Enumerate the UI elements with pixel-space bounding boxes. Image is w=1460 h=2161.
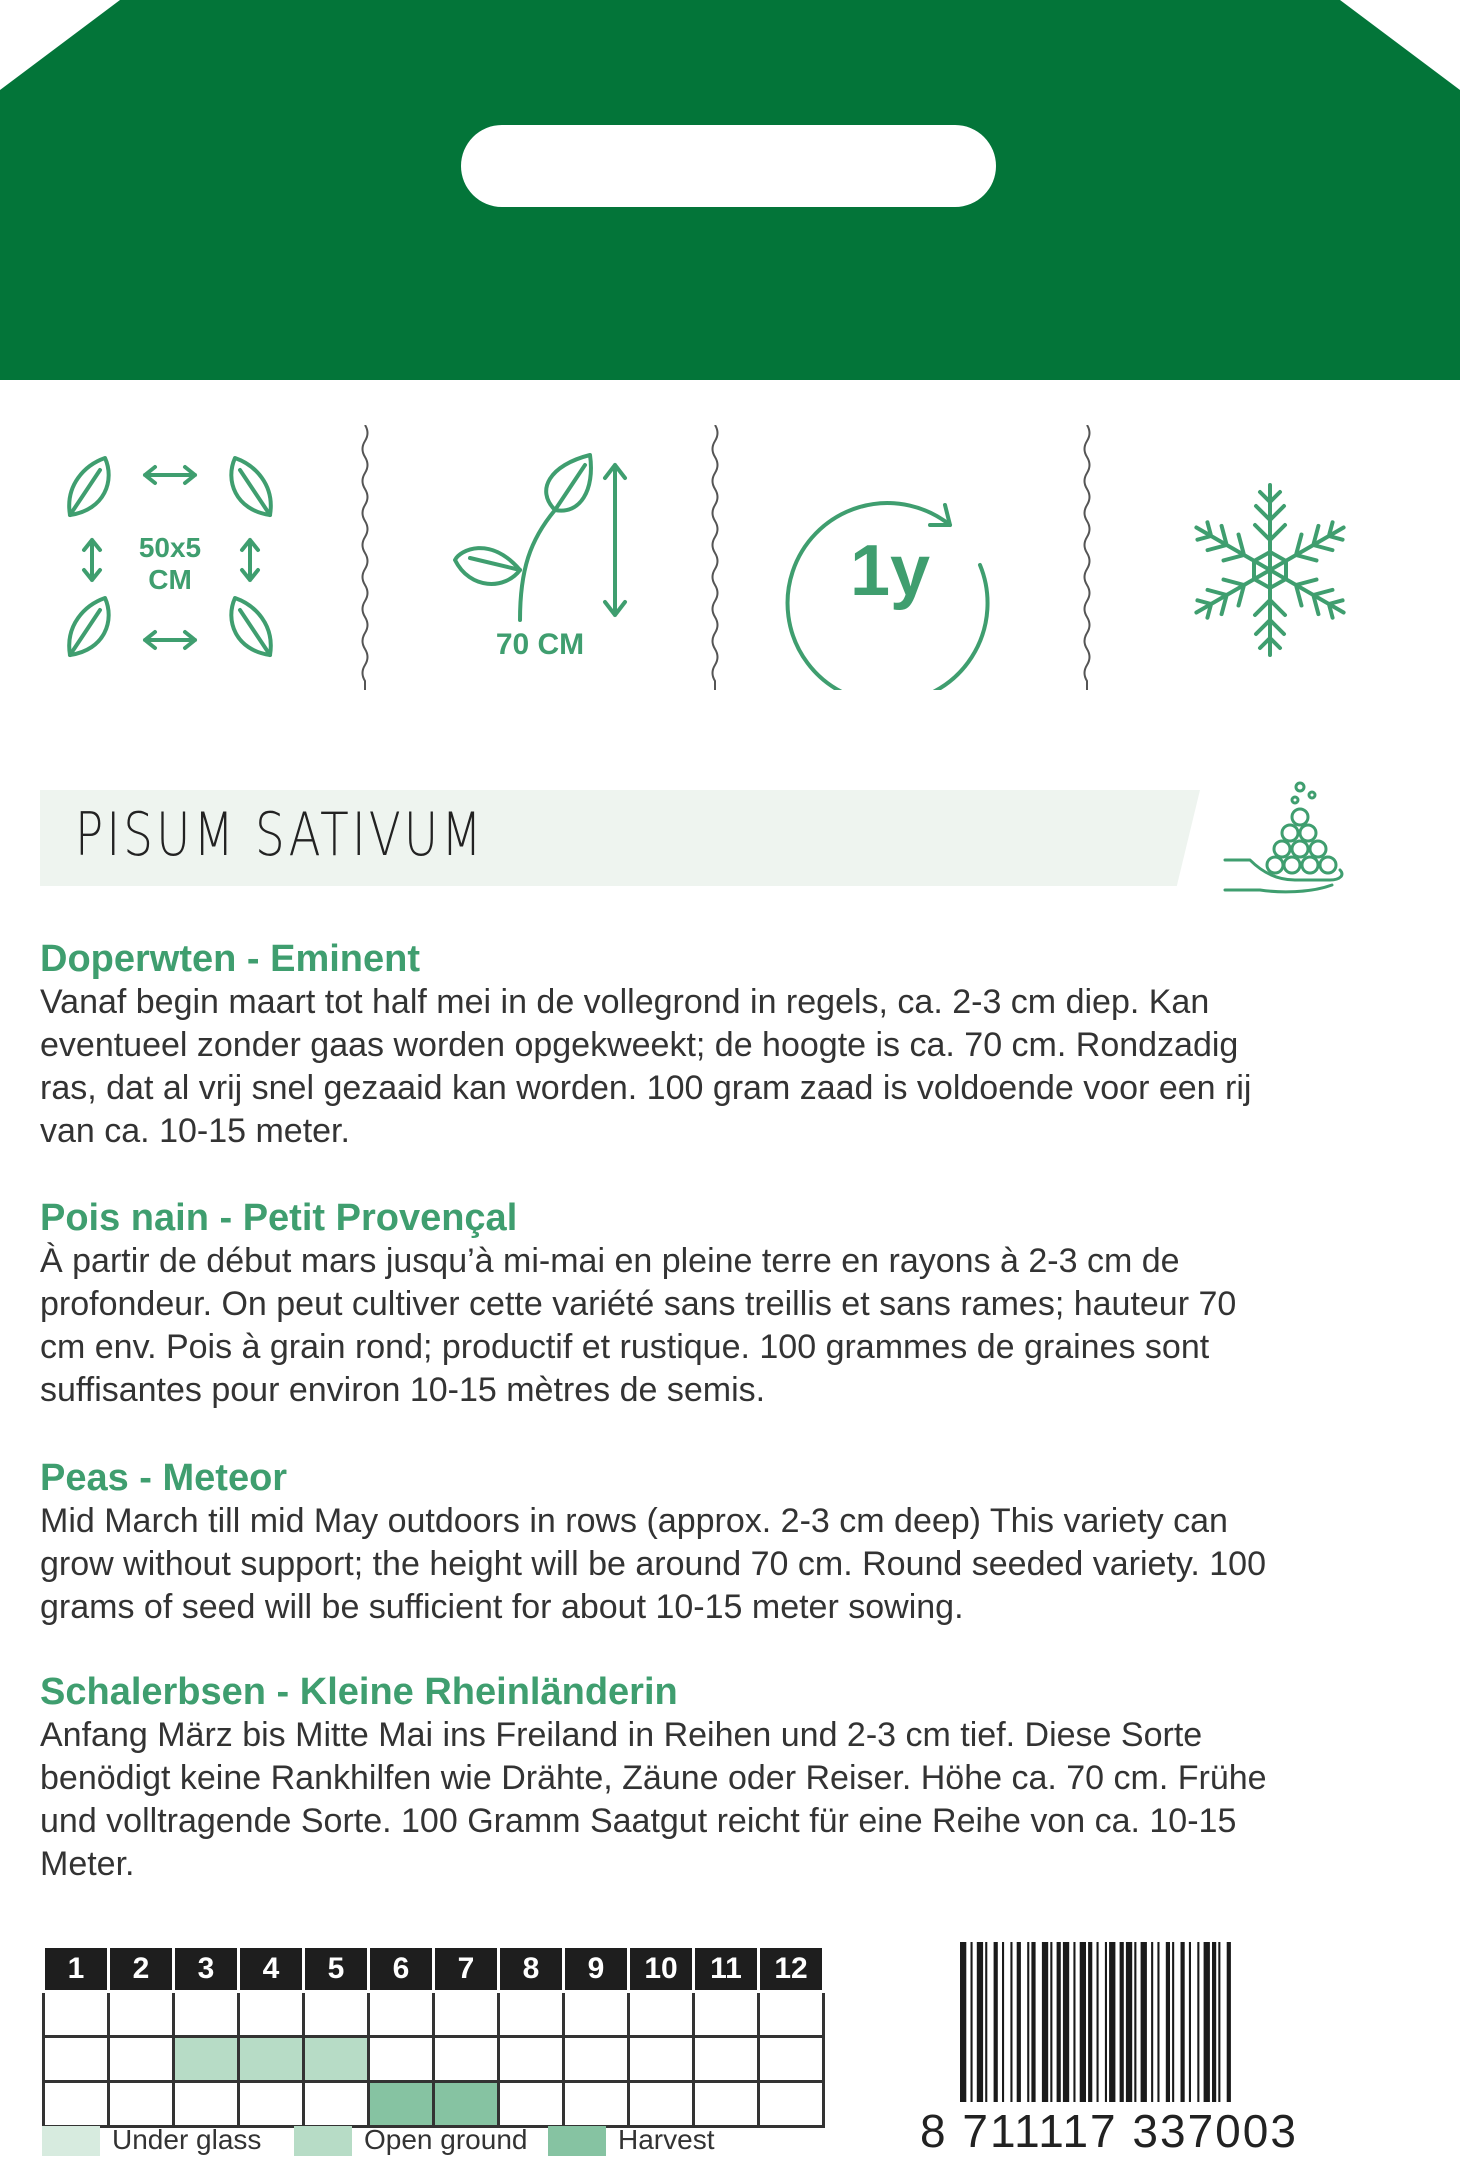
calendar-cell	[434, 2037, 499, 2082]
barcode-bar	[1057, 1942, 1061, 2102]
divider	[708, 425, 722, 690]
legend-label: Open ground	[364, 2124, 528, 2155]
barcode-bar	[1204, 1942, 1210, 2102]
barcode-bar	[1134, 1942, 1136, 2102]
calendar-cell	[304, 2082, 369, 2127]
barcode-bar	[1097, 1942, 1099, 2102]
legend-swatch	[42, 2126, 100, 2156]
calendar-cell	[499, 2082, 564, 2127]
barcode-bar	[1073, 1942, 1075, 2102]
cycle-label: 1y	[849, 531, 931, 611]
section-line: Vanaf begin maart tot half mei in de vollegrond in regels, ca. 2-3 cm diep. Kan	[40, 983, 1210, 1021]
divider	[358, 425, 372, 690]
section-title: Doperwten - Eminent	[40, 938, 421, 980]
month-header: 4	[239, 1947, 304, 1992]
calendar-cell	[304, 1992, 369, 2037]
barcode-bar	[1063, 1942, 1069, 2102]
calendar-cell	[109, 1992, 174, 2037]
section-line: suffisantes pour environ 10-15 mètres de semis.	[40, 1371, 766, 1409]
barcode-bar	[994, 1942, 998, 2102]
month-header: 12	[759, 1947, 824, 1992]
calendar-cell	[629, 1992, 694, 2037]
calendar-cell	[759, 2037, 824, 2082]
calendar-cell	[369, 2037, 434, 2082]
legend-swatch	[548, 2126, 606, 2156]
section-line: Meter.	[40, 1845, 135, 1883]
barcode-bar	[1002, 1942, 1004, 2102]
section-french	[40, 1196, 1420, 1412]
calendar-cell	[564, 2037, 629, 2082]
calendar-row-under-glass	[44, 1992, 824, 2037]
barcode-bar	[1218, 1942, 1220, 2102]
barcode-bar	[1050, 1942, 1052, 2102]
calendar-cell	[434, 2082, 499, 2127]
plant-height-icon	[440, 450, 640, 670]
legend-label: Under glass	[112, 2124, 262, 2155]
barcode-bar	[1166, 1942, 1170, 2102]
calendar-cell	[564, 2082, 629, 2127]
section-german	[40, 1670, 1420, 1886]
month-header: 10	[629, 1947, 694, 1992]
barcode-bar	[977, 1942, 983, 2102]
calendar-cell	[759, 1992, 824, 2037]
section-dutch	[40, 937, 1420, 1153]
barcode-bar	[971, 1942, 973, 2102]
barcode-bar	[1189, 1942, 1191, 2102]
month-header: 6	[369, 1947, 434, 1992]
section-line: profondeur. On peut cultiver cette variété sans treillis et sans rames; hauteur 70	[40, 1285, 1237, 1323]
barcode-bar	[1088, 1942, 1092, 2102]
barcode-bar	[1080, 1942, 1086, 2102]
legend-label: Harvest	[618, 2124, 715, 2155]
section-line: grow without support; the height will be around 70 cm. Round seeded variety. 100	[40, 1545, 1266, 1583]
barcode-bar	[1227, 1942, 1231, 2102]
section-line: ras, dat al vrij snel gezaaid kan worden. 100 gram zaad is voldoende voor een rij	[40, 1069, 1252, 1107]
barcode-bar	[1042, 1942, 1048, 2102]
barcode-bar	[1157, 1942, 1159, 2102]
calendar-cell	[499, 2037, 564, 2082]
legend-swatch	[294, 2126, 352, 2156]
calendar-cell	[239, 2082, 304, 2127]
section-line: und volltragende Sorte. 100 Gramm Saatgut reicht für eine Reihe von ca. 10-15	[40, 1802, 1237, 1840]
section-title: Pois nain - Petit Provençal	[40, 1197, 518, 1239]
month-header: 7	[434, 1947, 499, 1992]
section-title: Schalerbsen - Kleine Rheinländerin	[40, 1671, 678, 1713]
section-line: van ca. 10-15 meter.	[40, 1112, 350, 1150]
section-line: grams of seed will be sufficient for about 10-15 meter sowing.	[40, 1588, 964, 1626]
month-header: 1	[44, 1947, 109, 1992]
barcode-bar	[960, 1942, 966, 2102]
barcode-bar	[1105, 1942, 1107, 2102]
calendar-cell	[174, 2082, 239, 2127]
calendar-cell	[174, 2037, 239, 2082]
month-header: 8	[499, 1947, 564, 1992]
calendar-cell	[629, 2037, 694, 2082]
height-label: 70 CM	[495, 628, 585, 661]
calendar-cell	[44, 2037, 109, 2082]
section-line: Mid March till mid May outdoors in rows (approx. 2-3 cm deep) This variety can	[40, 1502, 1228, 1540]
month-header: 2	[109, 1947, 174, 1992]
divider	[1080, 425, 1094, 690]
calendar-cell	[694, 2037, 759, 2082]
calendar-cell	[109, 2082, 174, 2127]
barcode	[958, 1942, 1400, 2117]
calendar-cell	[239, 2037, 304, 2082]
barcode-bar	[1151, 1942, 1153, 2102]
section-title: Peas - Meteor	[40, 1457, 288, 1499]
calendar-cell	[304, 2037, 369, 2082]
month-header: 5	[304, 1947, 369, 1992]
barcode-bar	[1141, 1942, 1147, 2102]
barcode-bar	[1181, 1942, 1185, 2102]
cycle-arrow-icon	[780, 470, 1000, 690]
barcode-digits: 8 711117 337003	[920, 2105, 1298, 2157]
calendar-cell	[564, 1992, 629, 2037]
section-line: cm env. Pois à grain rond; productif et rustique. 100 grammes de graines sont	[40, 1328, 1210, 1366]
month-header: 9	[564, 1947, 629, 1992]
calendar-cell	[759, 2082, 824, 2127]
section-line: À partir de début mars jusqu’à mi-mai en pleine terre en rayons à 2-3 cm de	[40, 1242, 1180, 1280]
calendar-cell	[44, 2082, 109, 2127]
spacing-unit: CM	[148, 564, 192, 595]
spacing-value: 50x5	[138, 532, 202, 563]
calendar-cell	[369, 1992, 434, 2037]
barcode-bar	[1120, 1942, 1124, 2102]
leaf-spacing-icon	[60, 450, 280, 670]
barcode-bar	[1172, 1942, 1174, 2102]
barcode-bar	[1109, 1942, 1115, 2102]
calendar-cell	[434, 1992, 499, 2037]
barcode-bar	[1031, 1942, 1035, 2102]
latin-name: PISUM SATIVUM	[75, 800, 485, 870]
calendar-cell	[499, 1992, 564, 2037]
calendar-cell	[369, 2082, 434, 2127]
calendar-cell	[694, 2082, 759, 2127]
calendar-cell	[629, 2082, 694, 2127]
calendar-cell	[109, 2037, 174, 2082]
section-line: benödigt keine Rankhilfen wie Drähte, Zäune oder Reiser. Höhe ca. 70 cm. Frühe	[40, 1759, 1267, 1797]
barcode-bar	[1017, 1942, 1021, 2102]
month-header: 11	[694, 1947, 759, 1992]
calendar-row-harvest	[44, 2082, 824, 2127]
barcode-bar	[1010, 1942, 1012, 2102]
barcode-bar	[1126, 1942, 1132, 2102]
section-line: Anfang März bis Mitte Mai ins Freiland in Reihen und 2-3 cm tief. Diese Sorte	[40, 1716, 1203, 1754]
barcode-bar	[1197, 1942, 1199, 2102]
calendar-cell	[239, 1992, 304, 2037]
calendar-cell	[694, 1992, 759, 2037]
barcode-bar	[1212, 1942, 1216, 2102]
sowing-calendar	[42, 1945, 825, 2128]
calendar-cell	[44, 1992, 109, 2037]
section-line: eventueel zonder gaas worden opgekweekt; de hoogte is ca. 70 cm. Rondzadig	[40, 1026, 1239, 1064]
barcode-bar	[1027, 1942, 1029, 2102]
calendar-cell	[174, 1992, 239, 2037]
snowflake-icon	[1190, 480, 1350, 660]
hang-hole	[461, 125, 996, 207]
month-header: 3	[174, 1947, 239, 1992]
barcode-bar	[985, 1942, 987, 2102]
seed-hand-icon	[1220, 775, 1350, 895]
calendar-row-open-ground	[44, 2037, 824, 2082]
section-english	[40, 1456, 1420, 1629]
